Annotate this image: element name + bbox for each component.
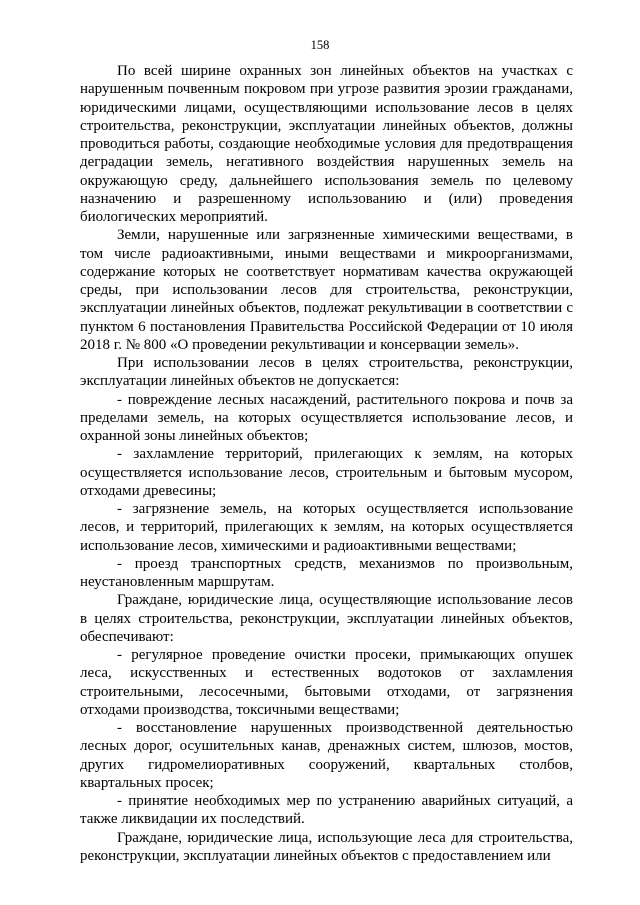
body-text (80, 62, 573, 865)
paragraph: При использовании лесов в целях строительства, реконструкции, эксплуатации линейных объектов не допускается: (80, 355, 573, 390)
list-item: - повреждение лесных насаждений, растительного покрова и почв за пределами земель, на которых осуществляется использование лесов, и охранной зоны линейных объектов; (80, 391, 573, 444)
paragraph: Земли, нарушенные или загрязненные химическими веществами, в том числе радиоактивными, иными веществами и микроорганизмами, содержание которых не соответствует нормативам качества окружающей среды, при использовании лесов для строительства, реконструкции, эксплуатации линейных объектов, подлежат рекультивации в соответствии с пунктом 6 постановления Правительства Российской Федерации от 10 июля 2018 г. № 800 «О проведении рекультивации и консервации земель». (80, 227, 573, 353)
paragraph: Граждане, юридические лица, использующие леса для строительства, реконструкции, эксплуатации линейных объектов с предоставлением или (80, 829, 573, 864)
list-item: - загрязнение земель, на которых осуществляется использование лесов, и территорий, прилегающих к землям, на которых осуществляется использование лесов, химическими и радиоактивными веществами; (80, 501, 573, 554)
list-item: - восстановление нарушенных производственной деятельностью лесных дорог, осушительных канав, дренажных систем, шлюзов, мостов, других гидромелиоративных сооружений, квартальных столбов, квартальных просек; (80, 720, 573, 791)
list-item: - захламление территорий, прилегающих к землям, на которых осуществляется использование лесов, строительным и бытовым мусором, отходами древесины; (80, 446, 573, 499)
list-item: - принятие необходимых мер по устранению аварийных ситуаций, а также ликвидации их последствий. (80, 793, 573, 828)
list-item: - проезд транспортных средств, механизмов по произвольным, неустановленным маршрутам. (80, 555, 573, 590)
page-number: 158 (310, 38, 330, 52)
paragraph: По всей ширине охранных зон линейных объектов на участках с нарушенным почвенным покровом при угрозе развития эрозии гражданами, юридическими лицами, осуществляющими использование лесов в целях строительства, реконструкции, эксплуатации линейных объектов, должны проводиться работы, создающие необходимые условия для предотвращения деградации земель, негативного воздействия нарушенных земель на окружающую среду, дальнейшего использования земель по целевому назначению и разрешенному использованию и (или) проведения биологических мероприятий. (80, 63, 573, 225)
paragraph: Граждане, юридические лица, осуществляющие использование лесов в целях строительства, реконструкции, эксплуатации линейных объектов, обеспечивают: (80, 592, 573, 645)
list-item: - регулярное проведение очистки просеки, примыкающих опушек леса, искусственных и естественных водотоков от захламления строительными, лесосечными, бытовыми отходами, от загрязнения отходами производства, токсичными веществами; (80, 647, 573, 718)
